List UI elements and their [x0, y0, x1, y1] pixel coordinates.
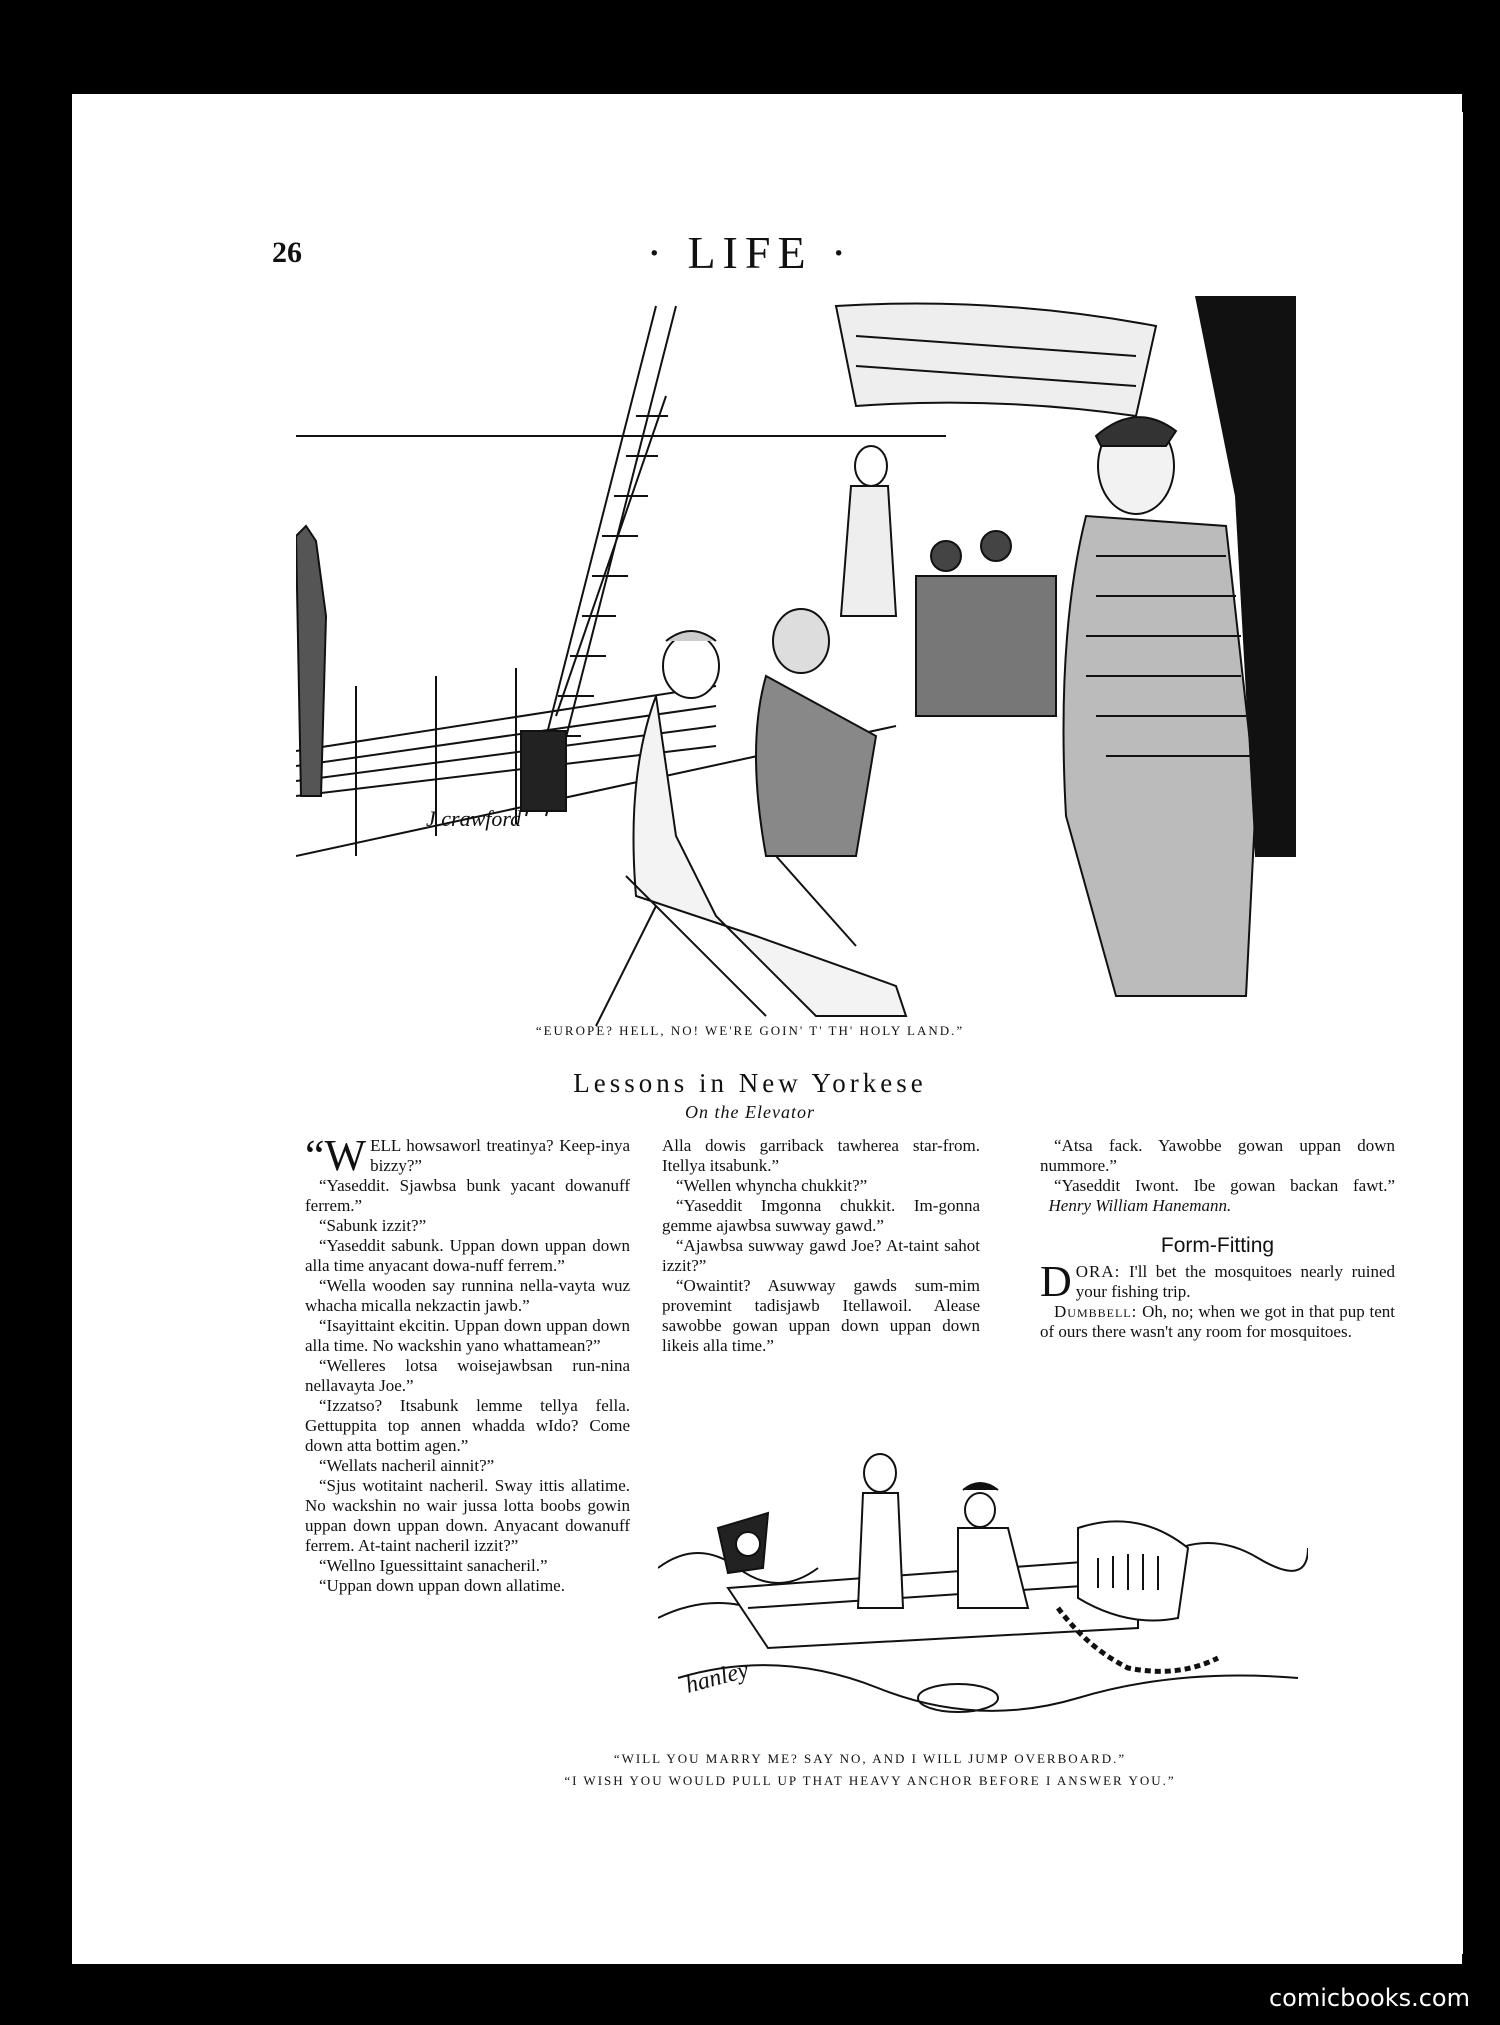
boat-illustration	[658, 1448, 1308, 1738]
artist-signature: hanley	[682, 1657, 752, 1699]
paragraph: “Wellno Iguessittaint sanacheril.”	[319, 1556, 548, 1575]
caption-line-1: “WILL YOU MARRY ME? SAY NO, AND I WILL JUMP OVERBOARD.”	[613, 1751, 1127, 1766]
paragraph: Dumbbell: Oh, no; when we got in that pup tent of ours there wasn't any room for mosquitoes.	[1040, 1302, 1396, 1341]
paragraph: “Wellats nacheril ainnit?”	[319, 1456, 495, 1475]
paragraph: “Yaseddit Iwont. Ibe gowan backan fawt.” Henry William Hanemann.	[1048, 1176, 1395, 1215]
paragraph: “Yaseddit sabunk. Uppan down uppan down alla time anyacant dowa-nuff ferrem.”	[305, 1236, 630, 1275]
author-signature: Henry William Hanemann.	[1048, 1196, 1232, 1215]
paragraph: “Uppan down uppan down allatime.	[319, 1576, 565, 1595]
paragraph: “Welleres lotsa woisejawbsan run-nina nellavayta Joe.”	[305, 1356, 630, 1395]
paragraph: “Sjus wotitaint nacheril. Sway ittis allatime. No wackshin no wair jussa lotta boobs gowin uppan down uppan down. Anyacant dowanuff ferrem. At-taint nacheril izzit?”	[305, 1476, 630, 1555]
article-column-1	[305, 1131, 630, 1596]
paragraph: “Owaintit? Asuwway gawds sum-mim provemint tadisjawb Itellawoil. Alease sawobbe gowan uppan down uppan down likeis alla time.”	[662, 1276, 980, 1355]
svg-text:J crawford: J crawford	[426, 806, 522, 831]
watermark: comicbooks.com	[1268, 1984, 1470, 2012]
section-title: Form-Fitting	[1160, 1234, 1275, 1257]
article-subtitle: On the Elevator	[685, 1102, 815, 1122]
paragraph: Alla dowis garriback tawherea star-from. Itellya itsabunk.”	[662, 1136, 980, 1175]
boat-caption	[0, 1748, 1500, 1792]
paragraph: “Wella wooden say runnina nella-vayta wuz whacha micalla nekzactin jawb.”	[305, 1276, 630, 1315]
ship-deck-illustration	[296, 296, 1296, 1031]
paragraph: “Wellen whyncha chukkit?”	[676, 1176, 868, 1195]
paragraph: “Sabunk izzit?”	[319, 1216, 427, 1235]
paragraph: “W ELL howsaworl treatinya? Keep-inya bizzy?”	[305, 1131, 630, 1180]
article-column-2	[662, 1136, 980, 1356]
article-column-3	[1040, 1136, 1395, 1342]
article-title: Lessons in New Yorkese	[573, 1068, 927, 1098]
paragraph: “Isayittaint ekcitin. Uppan down uppan down alla time. No wackshin yano whattamean?”	[305, 1316, 630, 1355]
paragraph: “Atsa fack. Yawobbe gowan uppan down nummore.”	[1040, 1136, 1395, 1175]
paragraph: “Yaseddit Imgonna chukkit. Im-gonna gemme ajawbsa suwway gawd.”	[662, 1196, 980, 1235]
paragraph: DORA: I'll bet the mosquitoes nearly ruined your fishing trip.	[1040, 1257, 1396, 1306]
page-number: 26	[272, 236, 302, 269]
paragraph: “Yaseddit. Sjawbsa bunk yacant dowanuff ferrem.”	[305, 1176, 630, 1215]
paragraph: “Ajawbsa suwway gawd Joe? At-taint sahot izzit?”	[662, 1236, 980, 1275]
masthead-title: · LIFE ·	[646, 227, 854, 278]
illustration-caption: “EUROPE? HELL, NO! WE'RE GOIN' T' TH' HOLY LAND.”	[535, 1023, 965, 1038]
paragraph: “Izzatso? Itsabunk lemme tellya fella. Gettuppita top annen whadda wIdo? Come down atta bottim agen.”	[305, 1396, 630, 1455]
caption-line-2: “I WISH YOU WOULD PULL UP THAT HEAVY ANCHOR BEFORE I ANSWER YOU.”	[564, 1773, 1176, 1788]
